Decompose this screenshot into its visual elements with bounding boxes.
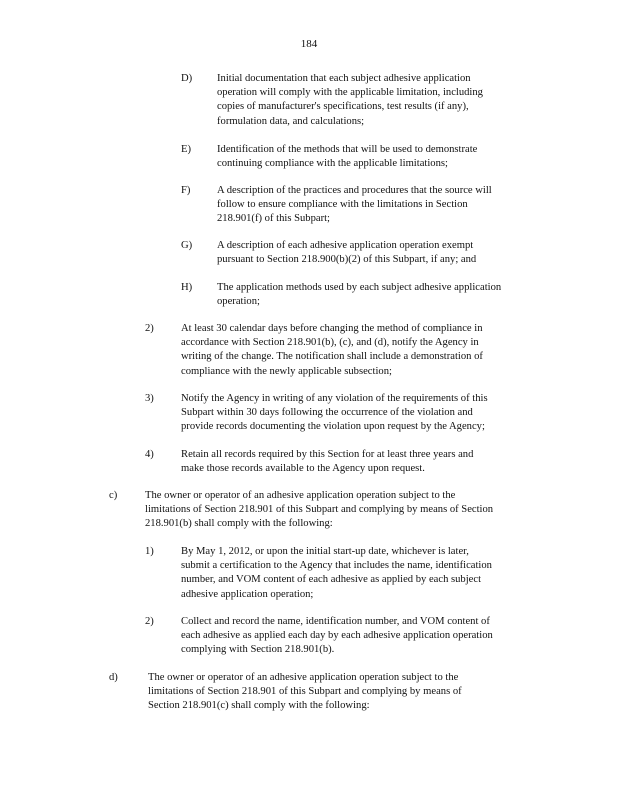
item-text: [148, 671, 504, 714]
item-label: 2): [145, 323, 154, 334]
text-line: Section 218.901(c) shall comply with the following:: [148, 700, 370, 712]
text-line: compliance with the newly applicable subsection;: [181, 365, 392, 377]
text-line: submit a certification to the Agency that includes the name, identification: [181, 560, 492, 572]
item-text: [217, 239, 517, 267]
item-text: [217, 281, 535, 309]
item-label: d): [109, 672, 118, 683]
item-label: H): [181, 282, 193, 293]
text-line: Collect and record the name, identification number, and VOM content of: [181, 616, 490, 627]
text-line: formulation data, and calculations;: [217, 115, 365, 127]
item-label: 3): [145, 393, 154, 404]
text-line: The application methods used by each subject adhesive application: [217, 282, 502, 293]
text-line: limitations of Section 218.901 of this Subpart and complying by means of Section: [145, 504, 494, 516]
item-label: G): [181, 240, 193, 251]
text-line: 218.901(b) shall comply with the following:: [145, 518, 333, 530]
item-label: 2): [145, 616, 154, 627]
text-line: limitations of Section 218.901 of this Subpart and complying by means of: [148, 686, 462, 698]
text-line: At least 30 calendar days before changing the method of compliance in: [181, 323, 483, 334]
item-label: c): [109, 490, 118, 501]
text-line: Retain all records required by this Section for at least three years and: [181, 449, 474, 460]
item-label: 4): [145, 449, 154, 460]
item-text: [181, 448, 511, 476]
text-line: 218.901(f) of this Subpart;: [217, 213, 330, 225]
text-line: Notify the Agency in writing of any violation of the requirements of this: [181, 393, 488, 404]
item-label: 1): [145, 546, 154, 557]
item-text: [181, 615, 533, 658]
text-line: A description of each adhesive application operation exempt: [217, 240, 474, 251]
item-text: [181, 322, 528, 379]
text-line: Identification of the methods that will be used to demonstrate: [217, 144, 478, 155]
text-line: pursuant to Section 218.900(b)(2) of this Subpart, if any; and: [217, 254, 477, 266]
item-label: F): [181, 185, 191, 196]
item-label: D): [181, 73, 193, 84]
text-line: Subpart within 30 days following the occurrence of the violation and: [181, 407, 473, 419]
text-line: Initial documentation that each subject adhesive application: [217, 73, 471, 84]
text-line: By May 1, 2012, or upon the initial start-up date, whichever is later,: [181, 546, 469, 557]
text-line: number, and VOM content of each adhesive as applied by each subject: [181, 574, 482, 586]
text-line: The owner or operator of an adhesive application operation subject to the: [148, 672, 459, 683]
text-line: make those records available to the Agency upon request.: [181, 463, 425, 475]
text-line: complying with Section 218.901(b).: [181, 644, 335, 656]
text-line: provide records documenting the violation upon request by the Agency;: [181, 421, 485, 433]
item-text: [217, 143, 517, 171]
text-line: The owner or operator of an adhesive application operation subject to the: [145, 490, 456, 501]
text-line: writing of the change. The notification shall include a demonstration of: [181, 351, 483, 363]
text-line: operation;: [217, 296, 260, 308]
item-text: [217, 184, 532, 227]
page-number: 184: [300, 38, 318, 50]
text-line: each adhesive as applied each day by each adhesive application operation: [181, 630, 493, 642]
item-text: [145, 489, 535, 532]
text-line: copies of manufacturer's specifications, test results (if any),: [217, 101, 469, 113]
item-text: [217, 72, 517, 129]
text-line: operation will comply with the applicable limitation, including: [217, 87, 483, 99]
item-label: E): [181, 144, 191, 155]
text-line: A description of the practices and procedures that the source will: [217, 185, 492, 196]
text-line: adhesive application operation;: [181, 588, 314, 600]
item-text: [181, 545, 526, 602]
text-line: continuing compliance with the applicable limitations;: [217, 158, 448, 170]
text-line: accordance with Section 218.901(b), (c), and (d), notify the Agency in: [181, 337, 479, 349]
text-line: follow to ensure compliance with the limitations in Section: [217, 199, 468, 211]
item-text: [181, 392, 523, 435]
